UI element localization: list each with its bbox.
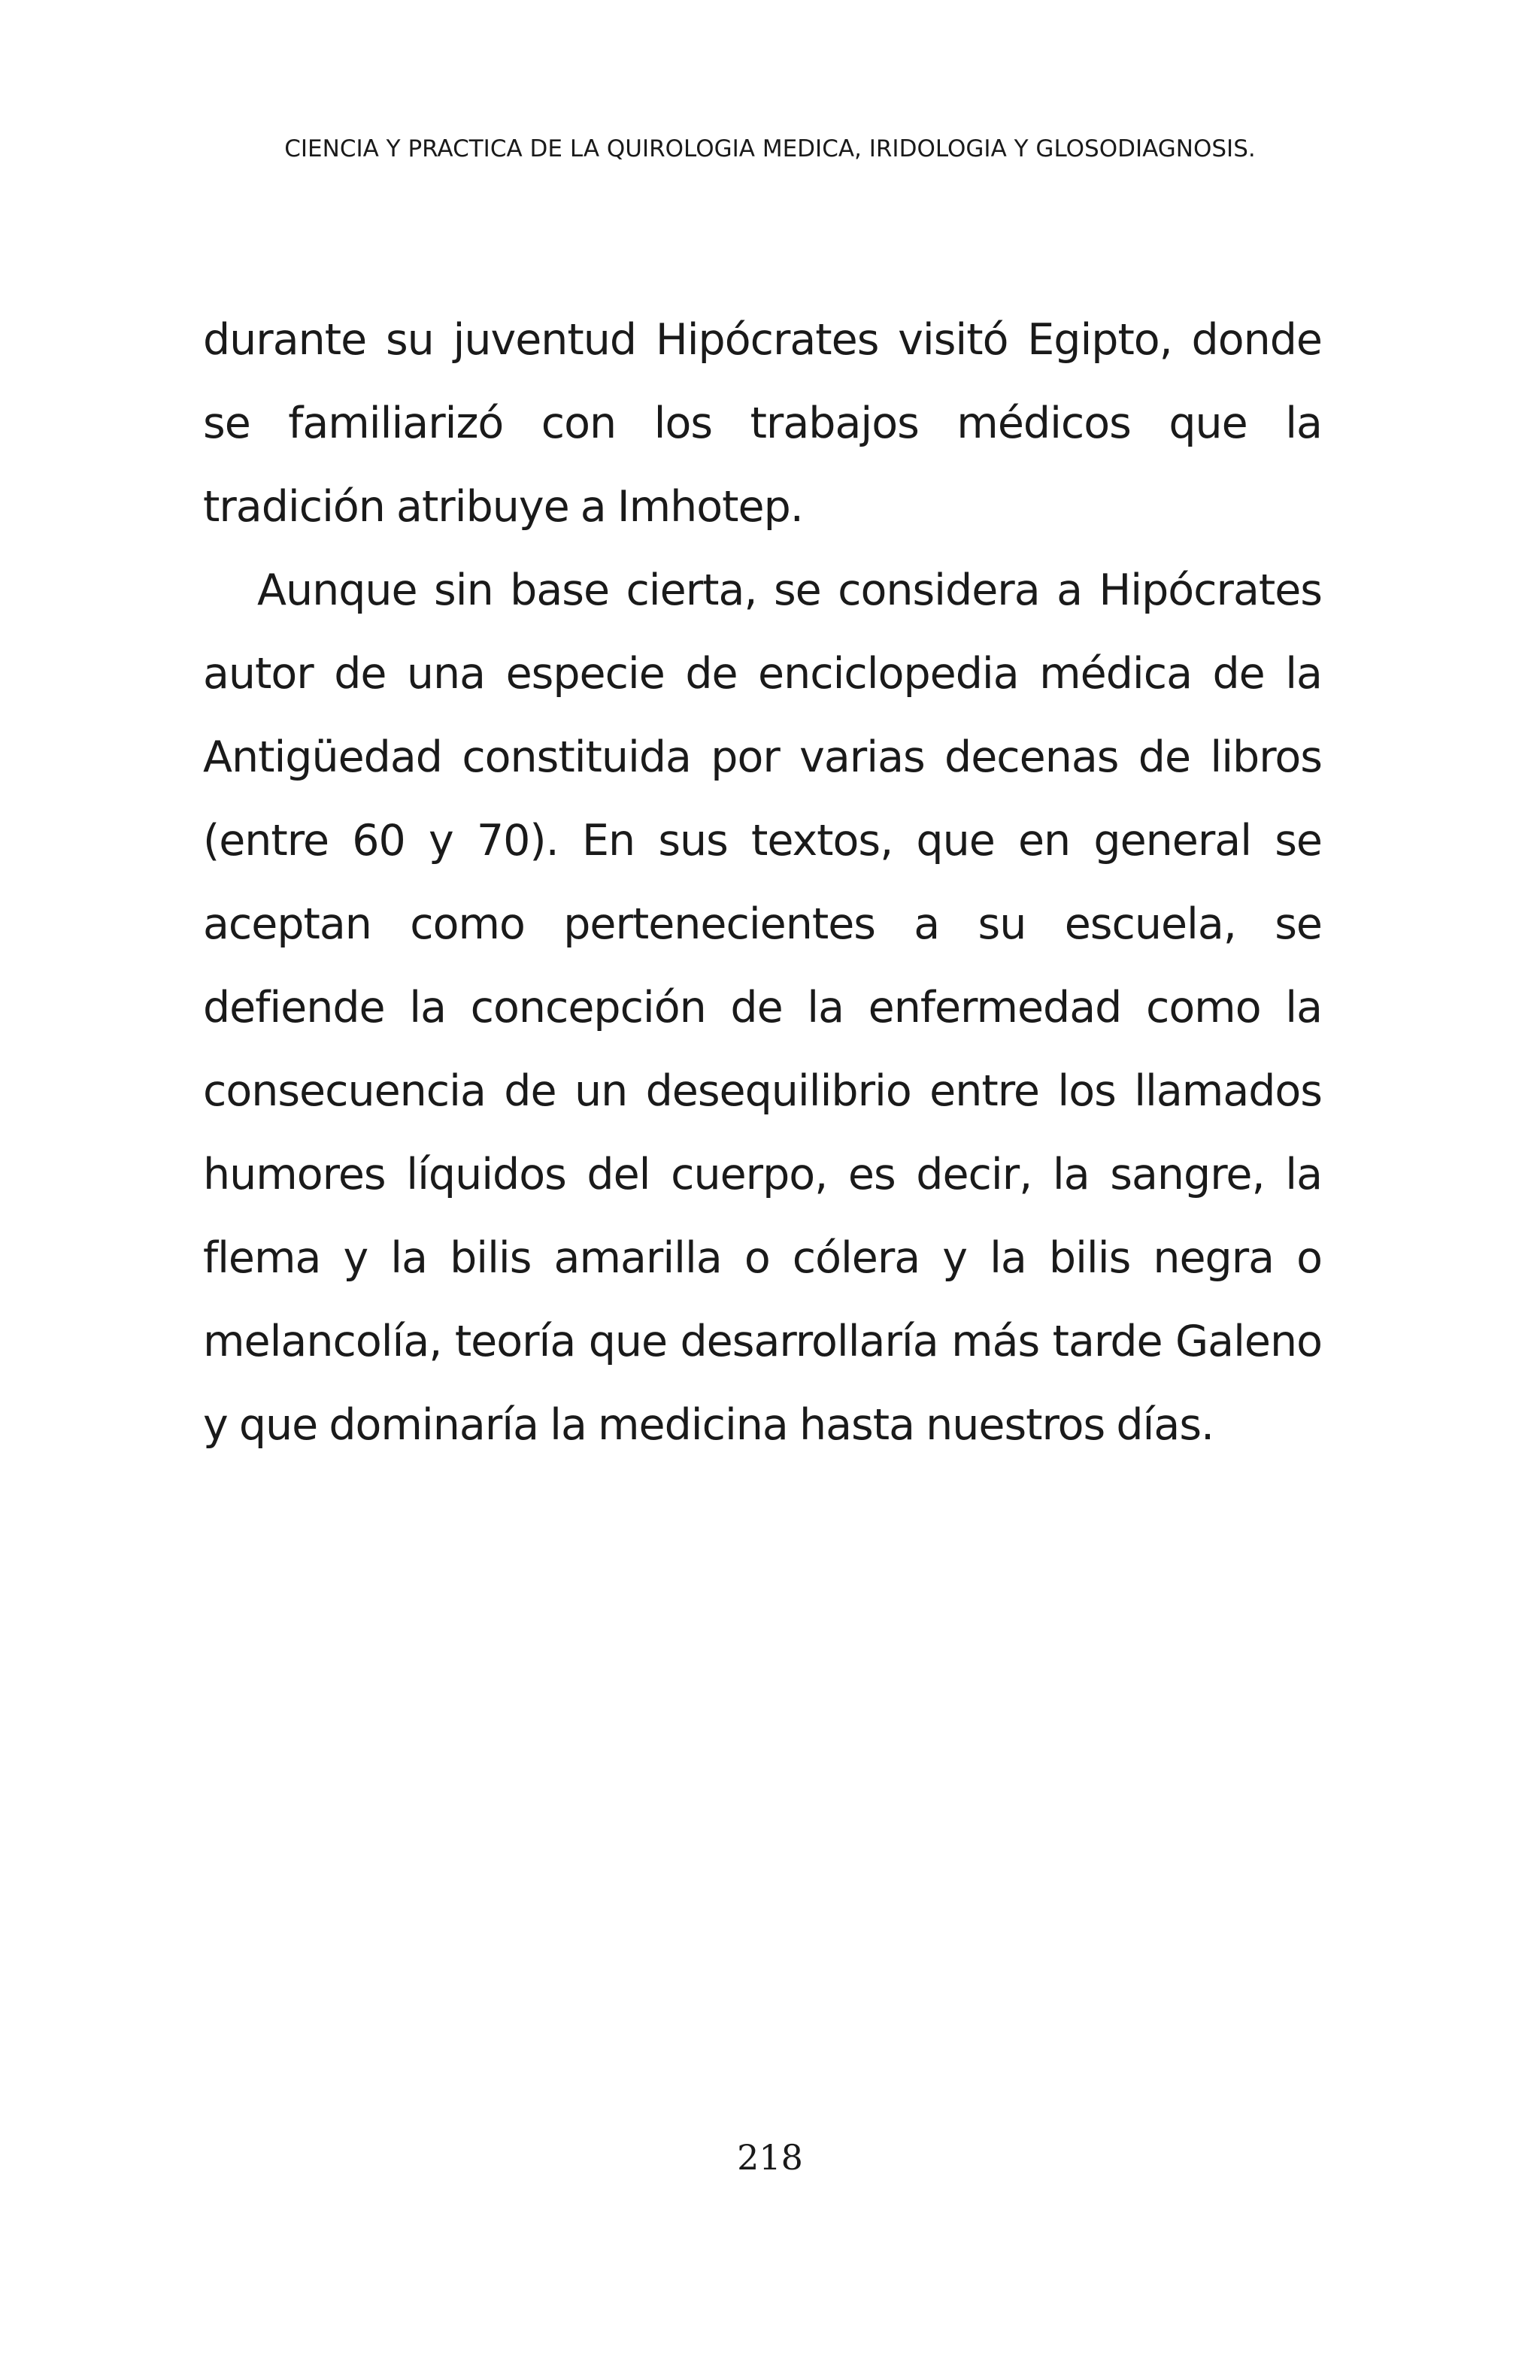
running-header: CIENCIA Y PRACTICA DE LA QUIROLOGIA MEDICA, IRIDOLOGIA Y GLOSODIAGNOSIS. xyxy=(284,135,1256,162)
paragraph-hippocratic-corpus: Aunque sin base cierta, se considera a Hipócrates autor de una especie de enciclopedia médica de la Antigüedad constituida por varias decenas de libros (entre 60 y 70). En sus textos, que en general se aceptan como pertenecientes a su escuela, se defiende la concepción de la enfermedad como la consecuencia de un desequilibrio entre los llamados humores líquidos del cuerpo, es decir, la sangre, la flema y la bilis amarilla o cólera y la bilis negra o melancolía, teoría que desarrollaría más tarde Galeno y que dominaría la medicina hasta nuestros días. xyxy=(203,565,1322,1450)
page-number: 218 xyxy=(737,2137,803,2178)
paragraph-continuation: durante su juventud Hipócrates visitó Egipto, donde se familiarizó con los trabajos médicos que la tradición atribuye a Imhotep. xyxy=(203,315,1322,532)
body-text xyxy=(203,299,1322,1467)
